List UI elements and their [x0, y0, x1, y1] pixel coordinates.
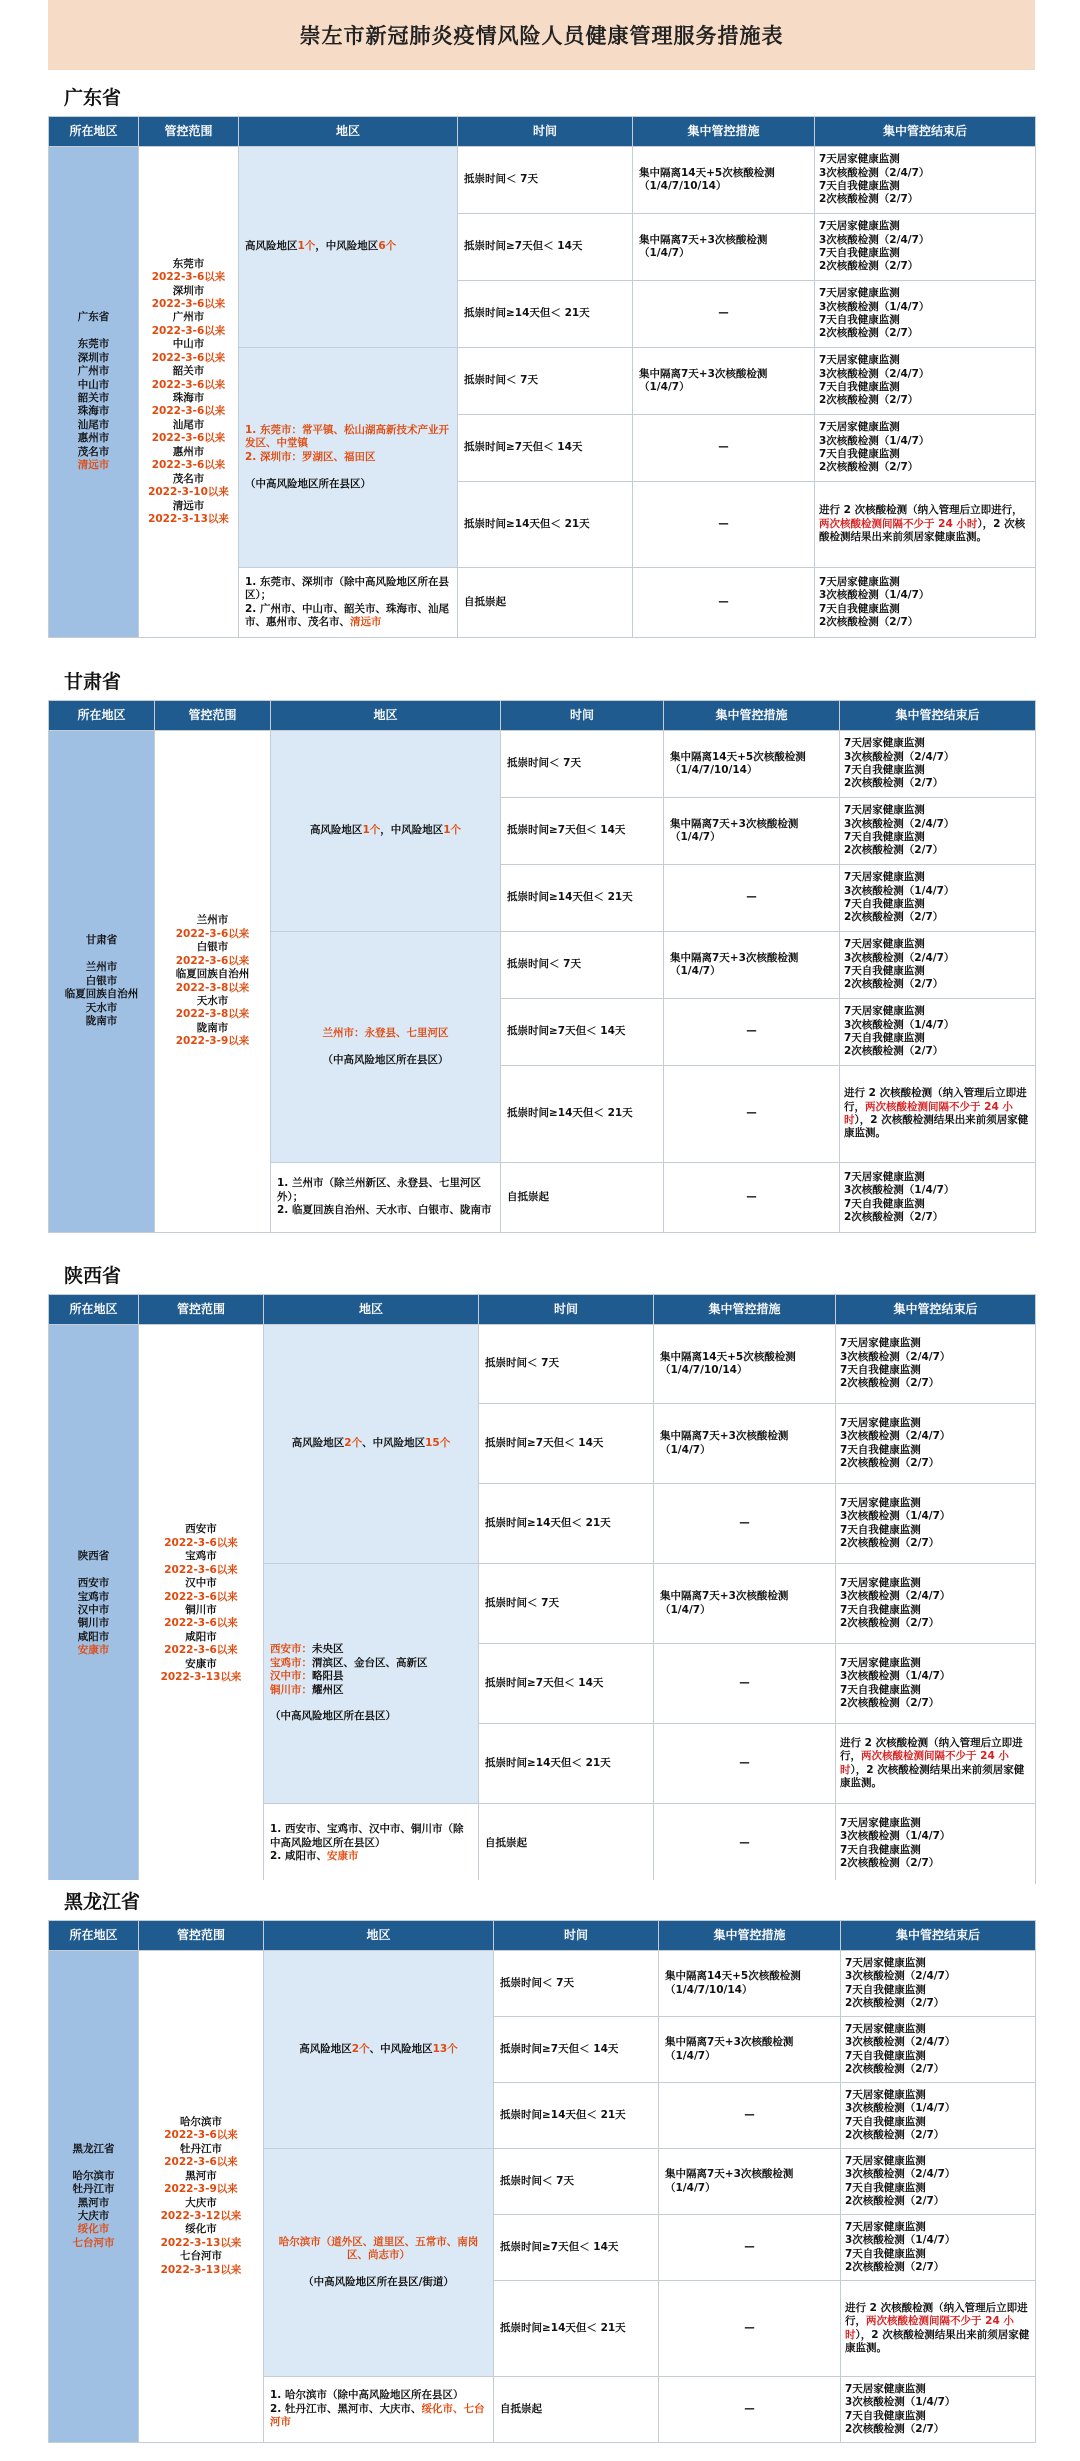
measure-cell: —: [633, 482, 815, 568]
after-cell: 7天居家健康监测 3次核酸检测（1/4/7） 7天自我健康监测 2次核酸检测（2/7）: [840, 999, 1036, 1066]
province-title-shaanxi: 陕西省: [48, 1254, 1035, 1294]
measure-cell: —: [664, 999, 840, 1066]
header-area: 地区: [239, 117, 458, 147]
time-cell: 抵崇时间＜ 7天: [479, 1564, 654, 1644]
header-measures: 集中管控措施: [659, 1921, 841, 1951]
header-area: 地区: [264, 1921, 494, 1951]
table-shaanxi: [48, 1294, 1036, 1884]
after-cell: 7天居家健康监测 3次核酸检测（2/4/7） 7天自我健康监测 2次核酸检测（2/7）: [840, 798, 1036, 865]
header-scope: 管控范围: [139, 1295, 264, 1325]
time-cell: 抵崇时间＜ 7天: [458, 348, 633, 415]
scope-cell: 西安市 2022-3-6以来 宝鸡市 2022-3-6以来 汉中市 2022-3-6以来 铜川市 2022-3-6以来 咸阳市 2022-3-6以来 安康市 2022-3-13以来: [139, 1325, 264, 1884]
header-scope: 管控范围: [155, 701, 271, 731]
measure-cell: 集中隔离7天+3次核酸检测 （1/4/7）: [659, 2017, 841, 2083]
time-cell: 抵崇时间＜ 7天: [494, 1951, 659, 2017]
time-cell: 抵崇时间≥14天但＜ 21天: [458, 281, 633, 348]
high-risk-area-cell: 高风险地区1个，中风险地区1个: [271, 731, 501, 932]
time-cell: 自抵崇起: [479, 1804, 654, 1884]
after-cell: 7天居家健康监测 3次核酸检测（2/4/7） 7天自我健康监测 2次核酸检测（2/7）: [836, 1325, 1036, 1404]
time-cell: 抵崇时间＜ 7天: [479, 1325, 654, 1404]
after-cell: 7天居家健康监测 3次核酸检测（1/4/7） 7天自我健康监测 2次核酸检测（2/7）: [841, 2083, 1036, 2149]
after-cell: 进行 2 次核酸检测（纳入管理后立即进行，两次核酸检测间隔不少于 24 小时），2 次核酸检测结果出来前须居家健康监测。: [815, 482, 1036, 568]
measure-cell: —: [659, 2281, 841, 2377]
measure-cell: —: [633, 281, 815, 348]
after-cell: 7天居家健康监测 3次核酸检测（2/4/7） 7天自我健康监测 2次核酸检测（2/7）: [836, 1404, 1036, 1484]
table-row: [49, 1325, 1036, 1404]
after-cell: 7天居家健康监测 3次核酸检测（2/4/7） 7天自我健康监测 2次核酸检测（2/7）: [815, 147, 1036, 214]
time-cell: 抵崇时间≥14天但＜ 21天: [479, 1484, 654, 1564]
after-cell: 进行 2 次核酸检测（纳入管理后立即进行，两次核酸检测间隔不少于 24 小时），2 次核酸检测结果出来前须居家健康监测。: [841, 2281, 1036, 2377]
header-row: [49, 1921, 1036, 1951]
other-area-cell: 1. 东莞市、深圳市（除中高风险地区所在县区）； 2. 广州市、中山市、韶关市、珠海市、汕尾市、惠州市、茂名市、清远市: [239, 568, 458, 638]
after-cell: 7天居家健康监测 3次核酸检测（1/4/7） 7天自我健康监测 2次核酸检测（2/7）: [836, 1644, 1036, 1724]
time-cell: 抵崇时间≥14天但＜ 21天: [494, 2083, 659, 2149]
header-region: 所在地区: [49, 117, 139, 147]
header-time: 时间: [501, 701, 664, 731]
time-cell: 抵崇时间≥14天但＜ 21天: [479, 1724, 654, 1804]
after-cell: 7天居家健康监测 3次核酸检测（2/4/7） 7天自我健康监测 2次核酸检测（2/7）: [840, 932, 1036, 999]
measure-cell: —: [633, 415, 815, 482]
after-cell: 7天居家健康监测 3次核酸检测（1/4/7） 7天自我健康监测 2次核酸检测（2/7）: [840, 1163, 1036, 1233]
measure-cell: 集中隔离7天+3次核酸检测 （1/4/7）: [633, 348, 815, 415]
after-cell: 7天居家健康监测 3次核酸检测（1/4/7） 7天自我健康监测 2次核酸检测（2/7）: [815, 568, 1036, 638]
scope-cell: 东莞市 2022-3-6以来 深圳市 2022-3-6以来 广州市 2022-3-6以来 中山市 2022-3-6以来 韶关市 2022-3-6以来 珠海市 2022-3-6以来 汕尾市 2022-3-6以来 惠州市 2022-3-6以来 茂名市 2022-3-10以来 清远市 2022-3-13以来: [139, 147, 239, 638]
measure-cell: —: [654, 1804, 836, 1884]
measure-cell: 集中隔离7天+3次核酸检测 （1/4/7）: [664, 798, 840, 865]
province-title-gansu: 甘肃省: [48, 660, 1035, 700]
time-cell: 抵崇时间＜ 7天: [458, 147, 633, 214]
measure-cell: —: [659, 2377, 841, 2443]
header-measures: 集中管控措施: [664, 701, 840, 731]
province-title-guangdong: 广东省: [48, 76, 1035, 116]
time-cell: 抵崇时间≥14天但＜ 21天: [458, 482, 633, 568]
time-cell: 抵崇时间＜ 7天: [494, 2149, 659, 2215]
time-cell: 抵崇时间≥7天但＜ 14天: [501, 798, 664, 865]
after-cell: 7天居家健康监测 3次核酸检测（2/4/7） 7天自我健康监测 2次核酸检测（2/7）: [815, 214, 1036, 281]
header-measures: 集中管控措施: [654, 1295, 836, 1325]
medium-risk-area-cell: 哈尔滨市（道外区、道里区、五常市、南岗区、尚志市） （中高风险地区所在县区/街道）: [264, 2149, 494, 2377]
time-cell: 自抵崇起: [494, 2377, 659, 2443]
table-guangdong: [48, 116, 1036, 638]
after-cell: 进行 2 次核酸检测（纳入管理后立即进行，两次核酸检测间隔不少于 24 小时），2 次核酸检测结果出来前须居家健康监测。: [840, 1066, 1036, 1163]
time-cell: 自抵崇起: [458, 568, 633, 638]
table-row: [49, 731, 1036, 798]
time-cell: 抵崇时间＜ 7天: [501, 731, 664, 798]
time-cell: 抵崇时间≥7天但＜ 14天: [479, 1644, 654, 1724]
scope-cell: 哈尔滨市 2022-3-6以来 牡丹江市 2022-3-6以来 黑河市 2022-3-9以来 大庆市 2022-3-12以来 绥化市 2022-3-13以来 七台河市 2022-3-13以来: [139, 1951, 264, 2443]
time-cell: 抵崇时间≥7天但＜ 14天: [458, 214, 633, 281]
time-cell: 抵崇时间≥7天但＜ 14天: [479, 1404, 654, 1484]
measure-cell: —: [633, 568, 815, 638]
scope-cell: 兰州市 2022-3-6以来 白银市 2022-3-6以来 临夏回族自治州 2022-3-8以来 天水市 2022-3-8以来 陇南市 2022-3-9以来: [155, 731, 271, 1233]
measure-cell: 集中隔离14天+5次核酸检测 （1/4/7/10/14）: [659, 1951, 841, 2017]
header-area: 地区: [264, 1295, 479, 1325]
province-title-heilongjiang: 黑龙江省: [48, 1880, 1035, 1920]
other-area-cell: 1. 哈尔滨市（除中高风险地区所在县区） 2. 牡丹江市、黑河市、大庆市、绥化市、七台河市: [264, 2377, 494, 2443]
region-cell: 黑龙江省 哈尔滨市 牡丹江市 黑河市 大庆市 绥化市 七台河市: [49, 1951, 139, 2443]
header-scope: 管控范围: [139, 117, 239, 147]
high-risk-area-cell: 高风险地区1个，中风险地区6个: [239, 147, 458, 348]
header-area: 地区: [271, 701, 501, 731]
measure-cell: —: [659, 2083, 841, 2149]
after-cell: 7天居家健康监测 3次核酸检测（2/4/7） 7天自我健康监测 2次核酸检测（2/7）: [841, 1951, 1036, 2017]
measure-cell: 集中隔离14天+5次核酸检测 （1/4/7/10/14）: [664, 731, 840, 798]
measure-cell: 集中隔离7天+3次核酸检测 （1/4/7）: [654, 1564, 836, 1644]
time-cell: 抵崇时间≥7天但＜ 14天: [494, 2215, 659, 2281]
measure-cell: 集中隔离7天+3次核酸检测 （1/4/7）: [659, 2149, 841, 2215]
after-cell: 7天居家健康监测 3次核酸检测（1/4/7） 7天自我健康监测 2次核酸检测（2/7）: [836, 1484, 1036, 1564]
header-row: [49, 117, 1036, 147]
time-cell: 抵崇时间≥14天但＜ 21天: [501, 1066, 664, 1163]
header-region: 所在地区: [49, 1921, 139, 1951]
region-cell: 甘肃省 兰州市 白银市 临夏回族自治州 天水市 陇南市: [49, 731, 155, 1233]
other-area-cell: 1. 西安市、宝鸡市、汉中市、铜川市（除中高风险地区所在县区） 2. 咸阳市、安康市: [264, 1804, 479, 1884]
header-time: 时间: [479, 1295, 654, 1325]
high-risk-area-cell: 高风险地区2个、中风险地区15个: [264, 1325, 479, 1564]
time-cell: 抵崇时间≥7天但＜ 14天: [494, 2017, 659, 2083]
after-cell: 7天居家健康监测 3次核酸检测（2/4/7） 7天自我健康监测 2次核酸检测（2/7）: [841, 2149, 1036, 2215]
table-gansu: [48, 700, 1036, 1233]
header-scope: 管控范围: [139, 1921, 264, 1951]
after-cell: 7天居家健康监测 3次核酸检测（2/4/7） 7天自我健康监测 2次核酸检测（2/7）: [841, 2017, 1036, 2083]
after-cell: 7天居家健康监测 3次核酸检测（2/4/7） 7天自我健康监测 2次核酸检测（2/7）: [836, 1564, 1036, 1644]
measure-cell: —: [654, 1484, 836, 1564]
header-after: 集中管控结束后: [840, 701, 1036, 731]
header-time: 时间: [458, 117, 633, 147]
header-region: 所在地区: [49, 1295, 139, 1325]
after-cell: 7天居家健康监测 3次核酸检测（1/4/7） 7天自我健康监测 2次核酸检测（2/7）: [841, 2215, 1036, 2281]
measure-cell: 集中隔离7天+3次核酸检测 （1/4/7）: [633, 214, 815, 281]
header-row: [49, 1295, 1036, 1325]
measure-cell: —: [664, 865, 840, 932]
measure-cell: —: [664, 1163, 840, 1233]
time-cell: 自抵崇起: [501, 1163, 664, 1233]
after-cell: 进行 2 次核酸检测（纳入管理后立即进行，两次核酸检测间隔不少于 24 小时），2 次核酸检测结果出来前须居家健康监测。: [836, 1724, 1036, 1804]
table-row: [49, 1951, 1036, 2017]
time-cell: 抵崇时间≥14天但＜ 21天: [494, 2281, 659, 2377]
table-row: [49, 147, 1036, 214]
after-cell: 7天居家健康监测 3次核酸检测（2/4/7） 7天自我健康监测 2次核酸检测（2/7）: [815, 348, 1036, 415]
time-cell: 抵崇时间≥14天但＜ 21天: [501, 865, 664, 932]
after-cell: 7天居家健康监测 3次核酸检测（2/4/7） 7天自我健康监测 2次核酸检测（2/7）: [840, 731, 1036, 798]
header-row: [49, 701, 1036, 731]
after-cell: 7天居家健康监测 3次核酸检测（1/4/7） 7天自我健康监测 2次核酸检测（2/7）: [815, 415, 1036, 482]
region-cell: 广东省 东莞市 深圳市 广州市 中山市 韶关市 珠海市 汕尾市 惠州市 茂名市 清远市: [49, 147, 139, 638]
header-after: 集中管控结束后: [836, 1295, 1036, 1325]
measure-cell: —: [654, 1724, 836, 1804]
medium-risk-area-cell: 兰州市：永登县、七里河区 （中高风险地区所在县区）: [271, 932, 501, 1163]
after-cell: 7天居家健康监测 3次核酸检测（1/4/7） 7天自我健康监测 2次核酸检测（2/7）: [840, 865, 1036, 932]
header-time: 时间: [494, 1921, 659, 1951]
measure-cell: 集中隔离7天+3次核酸检测 （1/4/7）: [664, 932, 840, 999]
time-cell: 抵崇时间≥7天但＜ 14天: [501, 999, 664, 1066]
after-cell: 7天居家健康监测 3次核酸检测（1/4/7） 7天自我健康监测 2次核酸检测（2/7）: [836, 1804, 1036, 1884]
other-area-cell: 1. 兰州市（除兰州新区、永登县、七里河区外）； 2. 临夏回族自治州、天水市、白银市、陇南市: [271, 1163, 501, 1233]
page-title: 崇左市新冠肺炎疫情风险人员健康管理服务措施表: [48, 0, 1035, 70]
header-after: 集中管控结束后: [815, 117, 1036, 147]
after-cell: 7天居家健康监测 3次核酸检测（1/4/7） 7天自我健康监测 2次核酸检测（2/7）: [815, 281, 1036, 348]
table-heilongjiang: [48, 1920, 1036, 2443]
region-cell: 陕西省 西安市 宝鸡市 汉中市 铜川市 咸阳市 安康市: [49, 1325, 139, 1884]
measure-cell: —: [659, 2215, 841, 2281]
header-region: 所在地区: [49, 701, 155, 731]
measure-cell: 集中隔离7天+3次核酸检测 （1/4/7）: [654, 1404, 836, 1484]
time-cell: 抵崇时间＜ 7天: [501, 932, 664, 999]
after-cell: 7天居家健康监测 3次核酸检测（1/4/7） 7天自我健康监测 2次核酸检测（2/7）: [841, 2377, 1036, 2443]
measure-cell: —: [664, 1066, 840, 1163]
medium-risk-area-cell: 1. 东莞市：常平镇、松山湖高新技术产业开发区、中堂镇 2. 深圳市：罗湖区、福田区 （中高风险地区所在县区）: [239, 348, 458, 568]
medium-risk-area-cell: 西安市：未央区 宝鸡市：渭滨区、金台区、高新区 汉中市：略阳县 铜川市：耀州区 （中高风险地区所在县区）: [264, 1564, 479, 1804]
header-measures: 集中管控措施: [633, 117, 815, 147]
measure-cell: 集中隔离14天+5次核酸检测 （1/4/7/10/14）: [654, 1325, 836, 1404]
high-risk-area-cell: 高风险地区2个、中风险地区13个: [264, 1951, 494, 2149]
measure-cell: —: [654, 1644, 836, 1724]
measure-cell: 集中隔离14天+5次核酸检测 （1/4/7/10/14）: [633, 147, 815, 214]
time-cell: 抵崇时间≥7天但＜ 14天: [458, 415, 633, 482]
header-after: 集中管控结束后: [841, 1921, 1036, 1951]
